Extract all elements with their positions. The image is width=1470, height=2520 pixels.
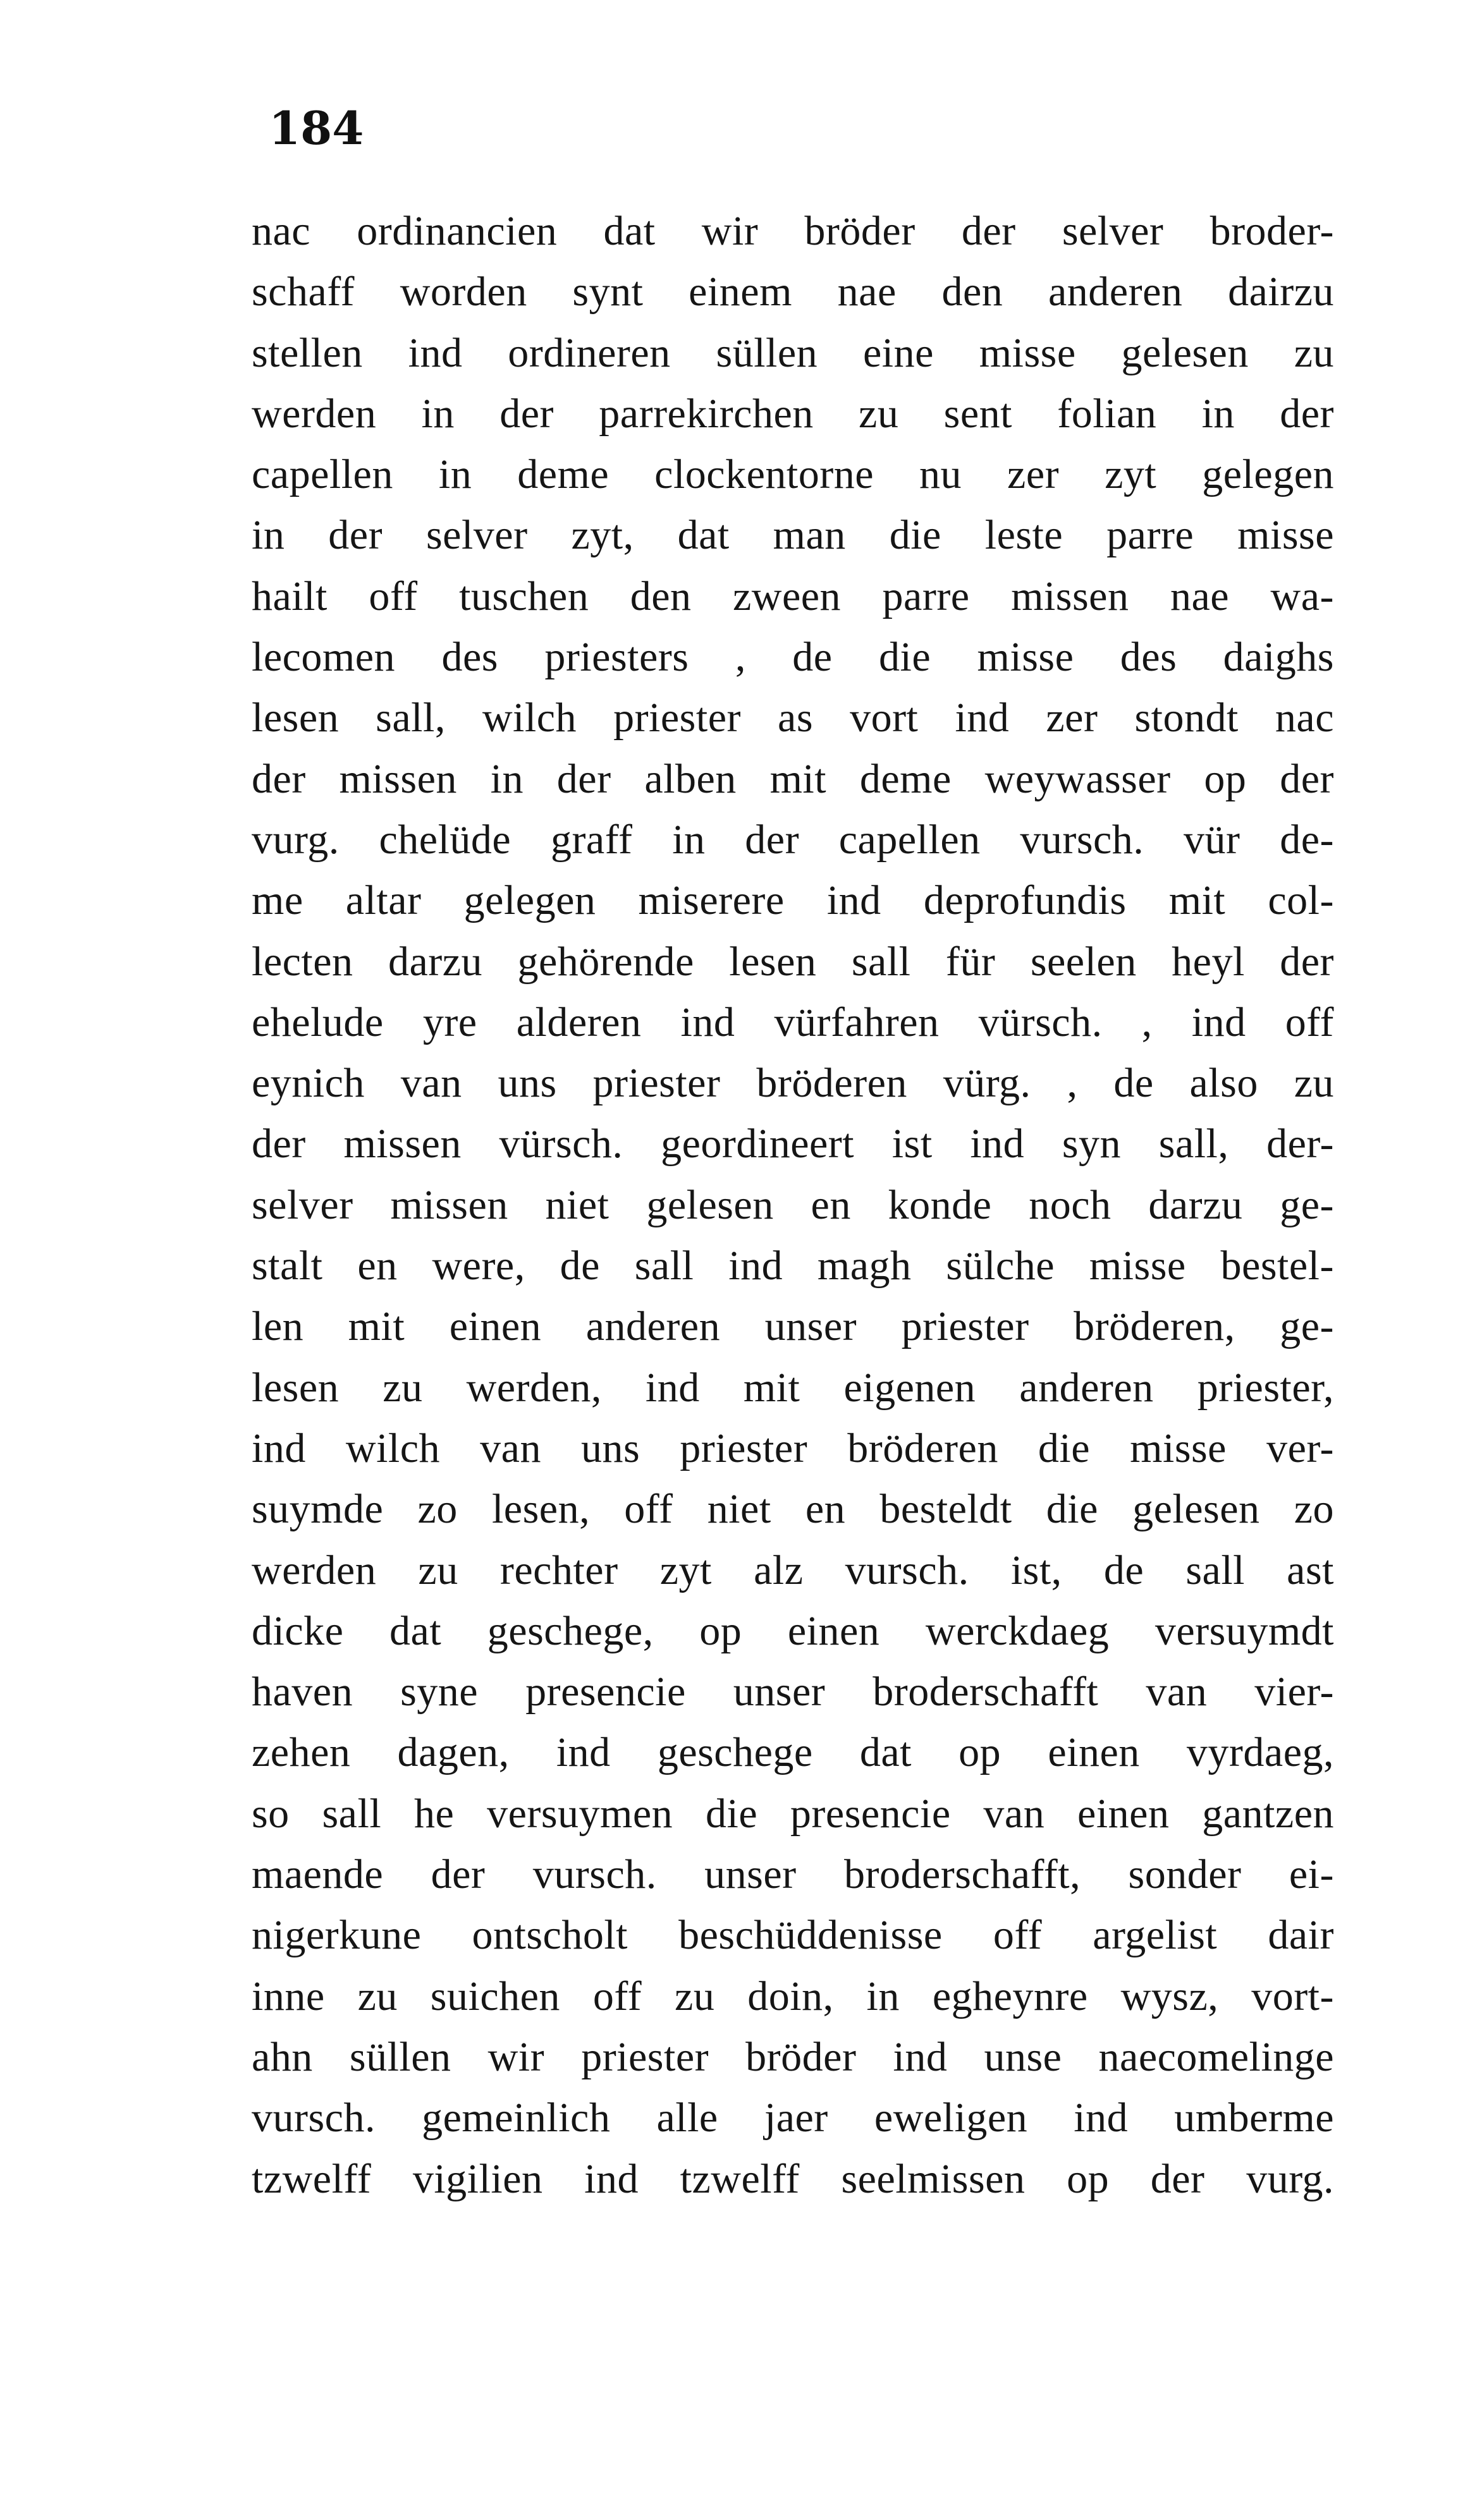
text-line: lecten darzu gehörende lesen sall für seelen heyl der: [252, 938, 1334, 985]
text-line: tzwelff vigilien ind tzwelff seelmissen op der vurg.: [252, 2155, 1334, 2202]
text-line: lesen zu werden, ind mit eigenen anderen priester,: [252, 1364, 1334, 1411]
text-line: inne zu suichen off zu doin, in egheynre wysz, vort-: [252, 1973, 1334, 2019]
text-line: vurg. chelüde graff in der capellen vursch. vür de-: [252, 816, 1334, 863]
text-line: nigerkune ontscholt beschüddenisse off argelist dair: [252, 1912, 1334, 1959]
text-line: ahn süllen wir priester bröder ind unse naecomelinge: [252, 2033, 1334, 2080]
text-line: maende der vursch. unser broderschafft, sonder ei-: [252, 1851, 1334, 1898]
text-line: der missen vürsch. geordineert ist ind syn sall, der-: [252, 1121, 1334, 1167]
text-line: selver missen niet gelesen en konde noch darzu ge-: [252, 1181, 1334, 1228]
text-line: me altar gelegen miserere ind deprofundis mit col-: [252, 877, 1334, 924]
text-line: stellen ind ordineren süllen eine misse gelesen zu: [252, 329, 1334, 376]
text-line: lesen sall, wilch priester as vort ind zer stondt nac: [252, 695, 1334, 741]
text-line: suymde zo lesen, off niet en besteldt die gelesen zo: [252, 1486, 1334, 1533]
text-line: lecomen des priesters , de die misse des daighs: [252, 634, 1334, 681]
text-line: in der selver zyt, dat man die leste parre misse: [252, 512, 1334, 559]
text-line: so sall he versuymen die presencie van einen gantzen: [252, 1790, 1334, 1837]
text-line: der missen in der alben mit deme weywasser op der: [252, 755, 1334, 802]
text-line: dicke dat geschege, op einen werckdaeg versuymdt: [252, 1607, 1334, 1654]
text-line: vursch. gemeinlich alle jaer eweligen ind umberme: [252, 2095, 1334, 2141]
text-line: zehen dagen, ind geschege dat op einen vyrdaeg,: [252, 1729, 1334, 1776]
text-line: capellen in deme clockentorne nu zer zyt gelegen: [252, 451, 1334, 498]
text-line: ind wilch van uns priester bröderen die misse ver-: [252, 1425, 1334, 1471]
text-line: werden in der parrekirchen zu sent folian in der: [252, 390, 1334, 437]
text-line: nac ordinancien dat wir bröder der selver broder-: [252, 208, 1334, 254]
text-line: hailt off tuschen den zween parre missen nae wa-: [252, 573, 1334, 619]
body-text: [252, 201, 1334, 2210]
page-number: 184: [269, 101, 364, 155]
text-line: ehelude yre alderen ind vürfahren vürsch. , ind off: [252, 999, 1334, 1045]
text-line: eynich van uns priester bröderen vürg. , de also zu: [252, 1060, 1334, 1107]
text-line: haven syne presencie unser broderschafft van vier-: [252, 1669, 1334, 1715]
text-line: stalt en were, de sall ind magh sülche misse bestel-: [252, 1243, 1334, 1289]
text-line: werden zu rechter zyt alz vursch. ist, de sall ast: [252, 1547, 1334, 1593]
text-line: len mit einen anderen unser priester bröderen, ge-: [252, 1303, 1334, 1350]
text-line: schaff worden synt einem nae den anderen dairzu: [252, 269, 1334, 315]
